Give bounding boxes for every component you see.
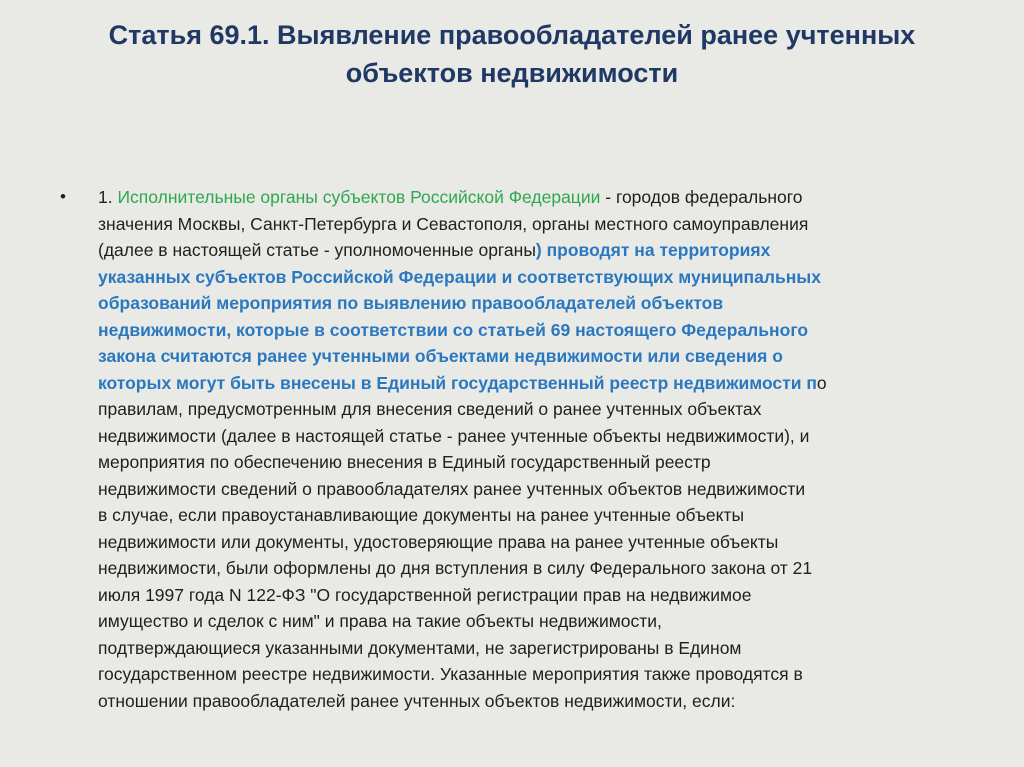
article-paragraph [98,184,918,714]
paragraph-line-9: правилам, предусмотренным для внесения сведений о ранее учтенных объектах [98,399,762,419]
text-fragment: (далее в настоящей статье - уполномоченные органы [98,240,536,260]
paragraph-line-6: недвижимости, которые в соответствии со статьей 69 настоящего Федерального [98,319,809,340]
paragraph-line-15: недвижимости, были оформлены до дня вступления в силу Федерального закона от 21 [98,558,813,578]
paragraph-line-7: закона считаются ранее учтенными объектами недвижимости или сведения о [98,346,783,366]
paragraph-line-17: имущество и сделок с ним" и права на такие объекты недвижимости, [98,611,662,631]
paragraph-line-14: недвижимости или документы, удостоверяющие права на ранее учтенные объекты [98,531,779,552]
title-line-2: объектов недвижимости [345,58,679,88]
item-number: 1. [98,187,118,207]
paragraph-line-3 [98,237,918,264]
paragraph-line-5: образований мероприятия по выявлению правообладателей объектов [98,293,724,313]
paragraph-line-10: недвижимости (далее в настоящей статье - ранее учтенные объекты недвижимости), и [98,425,810,446]
title-line-1: Статья 69.1. Выявление правообладателей ранее учтенных [108,20,916,50]
slide-title [60,16,964,92]
highlighted-phrase: которых могут быть внесены в Единый государственный реестр недвижимости п [98,372,817,393]
paragraph-line-18: подтверждающиеся указанными документами, не зарегистрированы в Едином [98,637,742,658]
paragraph-line-20: отношении правообладателей ранее учтенных объектов недвижимости, если: [98,690,736,711]
paragraph-line-16: июля 1997 года N 122-ФЗ "О государственной регистрации прав на недвижимое [98,584,752,605]
text-fragment: о [816,372,827,393]
paragraph-line-13: в случае, если правоустанавливающие документы на ранее учтенные объекты [98,505,745,525]
paragraph-line-1 [98,184,918,211]
paragraph-line-8 [98,370,918,397]
paragraph-line-11: мероприятия по обеспечению внесения в Единый государственный реестр [98,452,711,472]
paragraph-line-19: государственном реестре недвижимости. Указанные мероприятия также проводятся в [98,664,803,684]
executive-bodies-phrase: Исполнительные органы субъектов Российской Федерации [117,187,601,207]
paragraph-line-12: недвижимости сведений о правообладателях ранее учтенных объектов недвижимости [98,478,806,499]
text-fragment: - городов федерального [600,187,803,207]
paragraph-line-2: значения Москвы, Санкт-Петербурга и Севастополя, органы местного самоуправления [98,213,809,234]
paragraph-line-4: указанных субъектов Российской Федерации и соответствующих муниципальных [98,266,821,287]
bullet-icon: • [60,187,66,206]
highlighted-phrase: ) проводят на территориях [535,240,771,260]
